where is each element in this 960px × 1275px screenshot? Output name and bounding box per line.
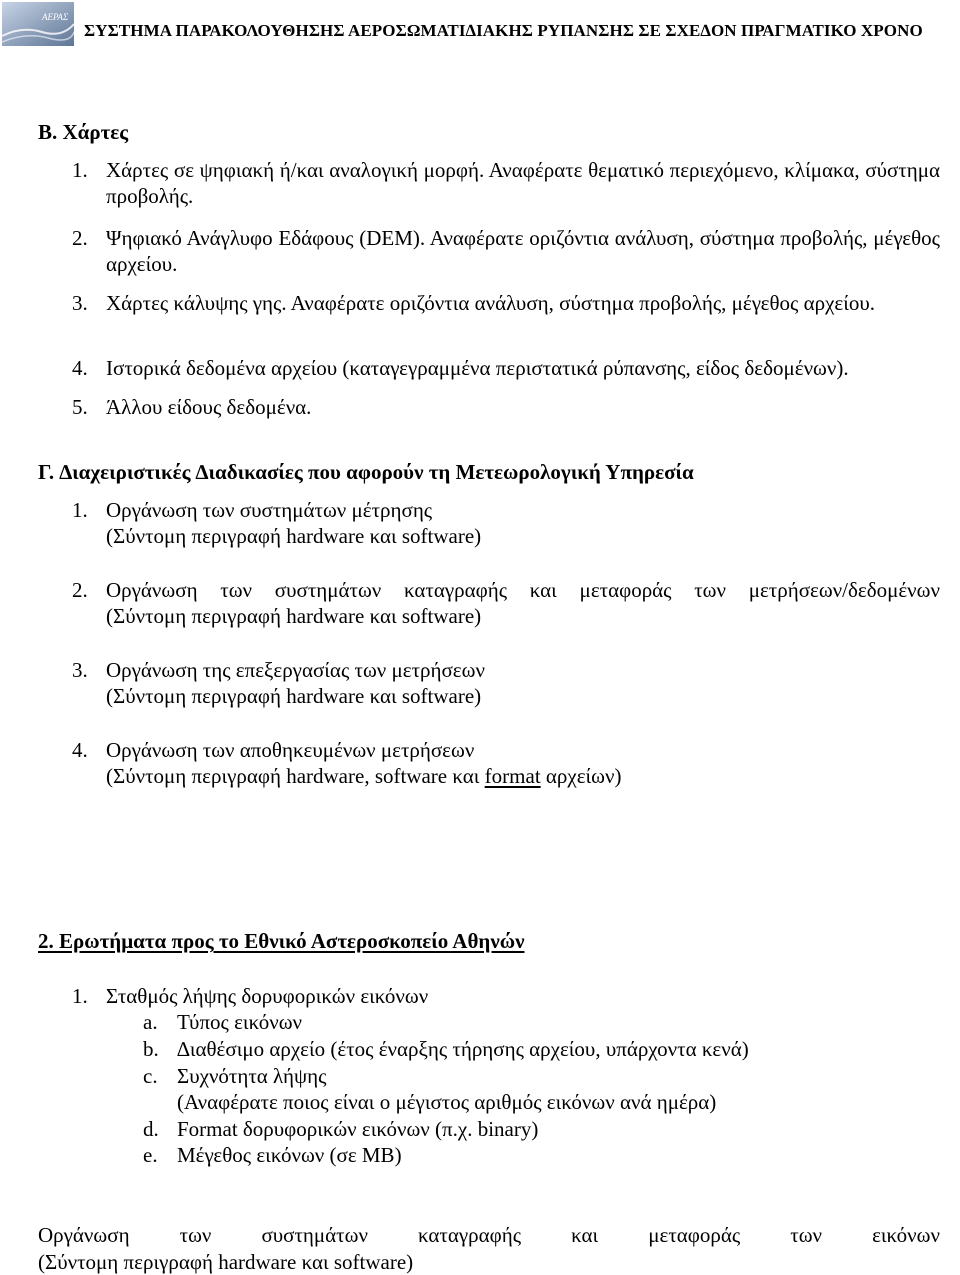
closing-line-2: (Σύντομη περιγραφή hardware και software) (38, 1250, 414, 1274)
svg-text:ΑΕΡΑΣ: ΑΕΡΑΣ (42, 12, 69, 22)
section-b-title: Β. Χάρτες (38, 120, 129, 144)
aeras-logo (2, 2, 74, 46)
header-title: ΣΥΣΤΗΜΑ ΠΑΡΑΚΟΛΟΥΘΗΣΗΣ ΑΕΡΟΣΩΜΑΤΙ∆ΙΑΚΗΣ ΡΥΠΑΝΣΗΣ ΣΕ ΣΧΕ∆ΟΝ ΠΡΑΓΜΑΤΙΚΟ ΧΡΟΝΟ (84, 21, 923, 40)
format-link[interactable]: format (484, 764, 541, 788)
section-g-title: Γ. ∆ιαχειριστικές ∆ιαδικασίες που αφορούν τη Μετεωρολογική Υπηρεσία (38, 460, 694, 484)
closing-line-1: Οργάνωση των συστημάτων καταγραφής και μεταφοράς των εικόνων (38, 1223, 940, 1247)
section-2-title: 2. Ερωτήματα προς το Εθνικό Αστεροσκοπείο Αθηνών (38, 929, 525, 953)
